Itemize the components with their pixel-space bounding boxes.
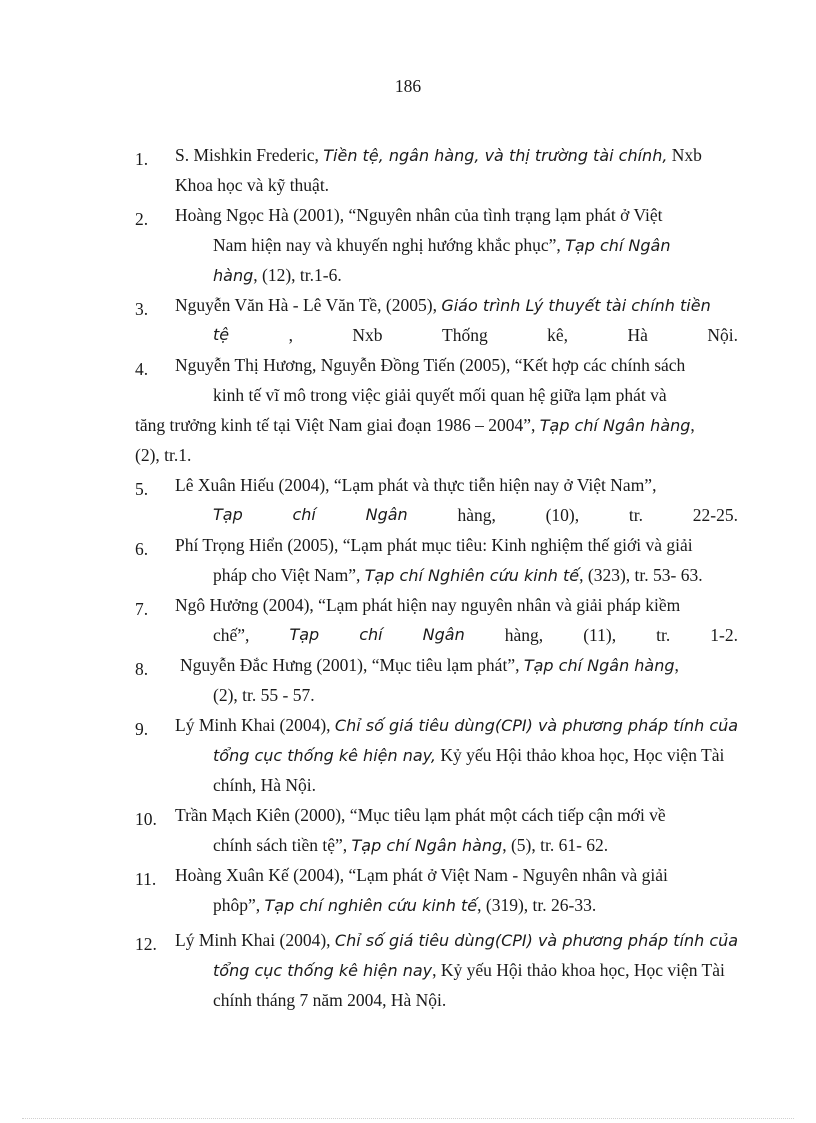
reference-text: tăng trưởng kinh tế tại Việt Nam giai đoạn 1986 – 2004”,: [135, 415, 540, 435]
reference-line: [175, 174, 329, 196]
reference-text: Nội.: [707, 325, 738, 345]
reference-text: chính tháng 7 năm 2004, Hà Nội.: [213, 990, 447, 1010]
reference-text: (11),: [583, 625, 617, 645]
reference-text: ,: [674, 655, 679, 675]
reference-italic-text: Tạp: [213, 505, 243, 524]
reference-number: 11.: [135, 869, 157, 889]
reference-italic-text: Giáo trình Lý thuyết tài chính tiền: [441, 296, 711, 315]
reference-text: ,: [288, 325, 293, 345]
reference-italic-text: Tạp chí Ngân hàng: [351, 836, 503, 855]
reference-line: [213, 384, 667, 406]
reference-text: Lê Xuân Hiếu (2004), “Lạm phát và thực tiễn hiện nay ở Việt Nam”,: [175, 475, 657, 495]
reference-line: [213, 504, 738, 526]
page-bottom-border: [22, 1118, 794, 1119]
reference-text: phôp”,: [213, 895, 265, 915]
reference-italic-text: Tạp chí nghiên cứu kinh tế: [264, 896, 478, 915]
reference-italic-text: chí: [292, 505, 316, 524]
page-number: 186: [394, 76, 422, 96]
reference-line: [213, 894, 596, 917]
reference-text: Nam hiện nay và khuyến nghị hướng khắc phục”,: [213, 235, 566, 255]
reference-line: [175, 354, 685, 376]
reference-line: [175, 204, 663, 226]
reference-number: 8.: [135, 659, 149, 679]
reference-line: [213, 744, 724, 767]
reference-italic-text: Tạp: [289, 625, 320, 644]
reference-number: 12.: [135, 934, 157, 954]
reference-text: Kỷ yếu Hội thảo khoa học, Học viện Tài: [435, 745, 725, 765]
reference-line: [175, 929, 738, 952]
reference-text: Hoàng Xuân Kế (2004), “Lạm phát ở Việt Nam - Nguyên nhân và giải: [175, 865, 668, 885]
reference-italic-text: tổng cục thống kê hiện nay: [213, 961, 433, 980]
reference-text: tr.: [656, 625, 671, 645]
reference-text: Hà: [627, 325, 648, 345]
reference-number: 5.: [135, 479, 149, 499]
reference-italic-text: tổng cục thống kê hiện nay,: [213, 746, 436, 765]
reference-text: Nguyễn Đắc Hưng (2001), “Mục tiêu lạm phát”,: [180, 655, 524, 675]
reference-italic-text: tệ: [213, 325, 230, 344]
reference-number: 9.: [135, 719, 149, 739]
reference-text: Nxb: [352, 325, 383, 345]
reference-text: Nguyễn Thị Hương, Nguyễn Đồng Tiến (2005), “Kết hợp các chính sách: [175, 355, 686, 375]
reference-text: Nxb: [667, 145, 702, 165]
reference-italic-text: Ngân: [365, 505, 408, 524]
reference-line: [175, 594, 680, 616]
reference-line: [213, 264, 342, 287]
reference-text: Lý Minh Khai (2004),: [175, 930, 335, 950]
reference-text: S. Mishkin Frederic,: [175, 145, 324, 165]
reference-line: [213, 564, 703, 587]
reference-number: 4.: [135, 359, 149, 379]
reference-line: [175, 294, 711, 317]
reference-text: , (5), tr. 61- 62.: [502, 835, 609, 855]
reference-text: , (323), tr. 53- 63.: [579, 565, 703, 585]
reference-text: kinh tế vĩ mô trong việc giải quyết mối quan hệ giữa lạm phát và: [213, 385, 667, 405]
reference-text: Trần Mạch Kiên (2000), “Mục tiêu lạm phát một cách tiếp cận mới về: [175, 805, 666, 825]
reference-text: , Kỷ yếu Hội thảo khoa học, Học viện Tài: [432, 960, 725, 980]
reference-number: 1.: [135, 149, 149, 169]
reference-line: [135, 414, 695, 437]
reference-text: hàng,: [504, 625, 544, 645]
reference-text: pháp cho Việt Nam”,: [213, 565, 365, 585]
reference-line: [213, 684, 315, 706]
reference-italic-text: Tạp chí Ngân: [565, 236, 671, 255]
reference-line: [175, 714, 738, 737]
reference-text: hàng,: [457, 505, 496, 525]
reference-text: (2), tr. 55 - 57.: [213, 685, 315, 705]
reference-text: Nguyễn Văn Hà - Lê Văn Tề, (2005),: [175, 295, 442, 315]
reference-text: ,: [690, 415, 695, 435]
reference-line: [175, 144, 702, 167]
reference-italic-text: Ngân: [422, 625, 465, 644]
reference-text: , (319), tr. 26-33.: [477, 895, 597, 915]
reference-italic-text: Tạp chí Ngân hàng: [523, 656, 675, 675]
reference-italic-text: Tạp chí Nghiên cứu kinh tế: [364, 566, 580, 585]
reference-text: (2), tr.1.: [135, 445, 192, 465]
reference-text: Khoa học và kỹ thuật.: [175, 175, 330, 195]
reference-text: , (12), tr.1-6.: [253, 265, 342, 285]
reference-number: 2.: [135, 209, 149, 229]
reference-italic-text: Chỉ số giá tiêu dùng(CPI) và phương pháp tính của: [334, 931, 739, 950]
reference-line: [213, 959, 725, 982]
reference-line: [175, 804, 666, 826]
reference-text: tr.: [628, 505, 643, 525]
reference-line: [135, 444, 191, 466]
reference-number: 7.: [135, 599, 149, 619]
reference-italic-text: chí: [359, 625, 383, 644]
reference-text: chính, Hà Nội.: [213, 775, 317, 795]
reference-text: Hoàng Ngọc Hà (2001), “Nguyên nhân của tình trạng lạm phát ở Việt: [175, 205, 663, 225]
reference-line: [175, 474, 656, 496]
reference-italic-text: Tiền tệ, ngân hàng, và thị trường tài chính,: [323, 146, 668, 165]
reference-text: chính sách tiền tệ”,: [213, 835, 352, 855]
reference-text: Lý Minh Khai (2004),: [175, 715, 335, 735]
reference-number: 3.: [135, 299, 149, 319]
reference-text: Ngô Hưởng (2004), “Lạm phát hiện nay nguyên nhân và giải pháp kiềm: [175, 595, 681, 615]
reference-text: (10),: [545, 505, 580, 525]
reference-line: [175, 864, 668, 886]
reference-line: [180, 654, 679, 677]
reference-line: [213, 234, 670, 257]
reference-line: [213, 774, 316, 796]
reference-italic-text: Chỉ số giá tiêu dùng(CPI) và phương pháp tính của: [334, 716, 739, 735]
reference-line: [175, 534, 693, 556]
reference-text: kê,: [547, 325, 569, 345]
reference-italic-text: Tạp chí Ngân hàng: [539, 416, 691, 435]
reference-number: 6.: [135, 539, 149, 559]
reference-number: 10.: [135, 809, 157, 829]
reference-italic-text: hàng: [213, 266, 254, 285]
reference-line: [213, 989, 446, 1011]
reference-line: [213, 324, 738, 346]
reference-text: Thống: [442, 325, 488, 345]
reference-text: 22-25.: [692, 505, 738, 525]
reference-line: [213, 624, 738, 646]
reference-text: Phí Trọng Hiển (2005), “Lạm phát mục tiêu: Kinh nghiệm thế giới và giải: [175, 535, 693, 555]
reference-line: [213, 834, 608, 857]
reference-text: chế”,: [213, 625, 250, 645]
reference-text: 1-2.: [710, 625, 738, 645]
